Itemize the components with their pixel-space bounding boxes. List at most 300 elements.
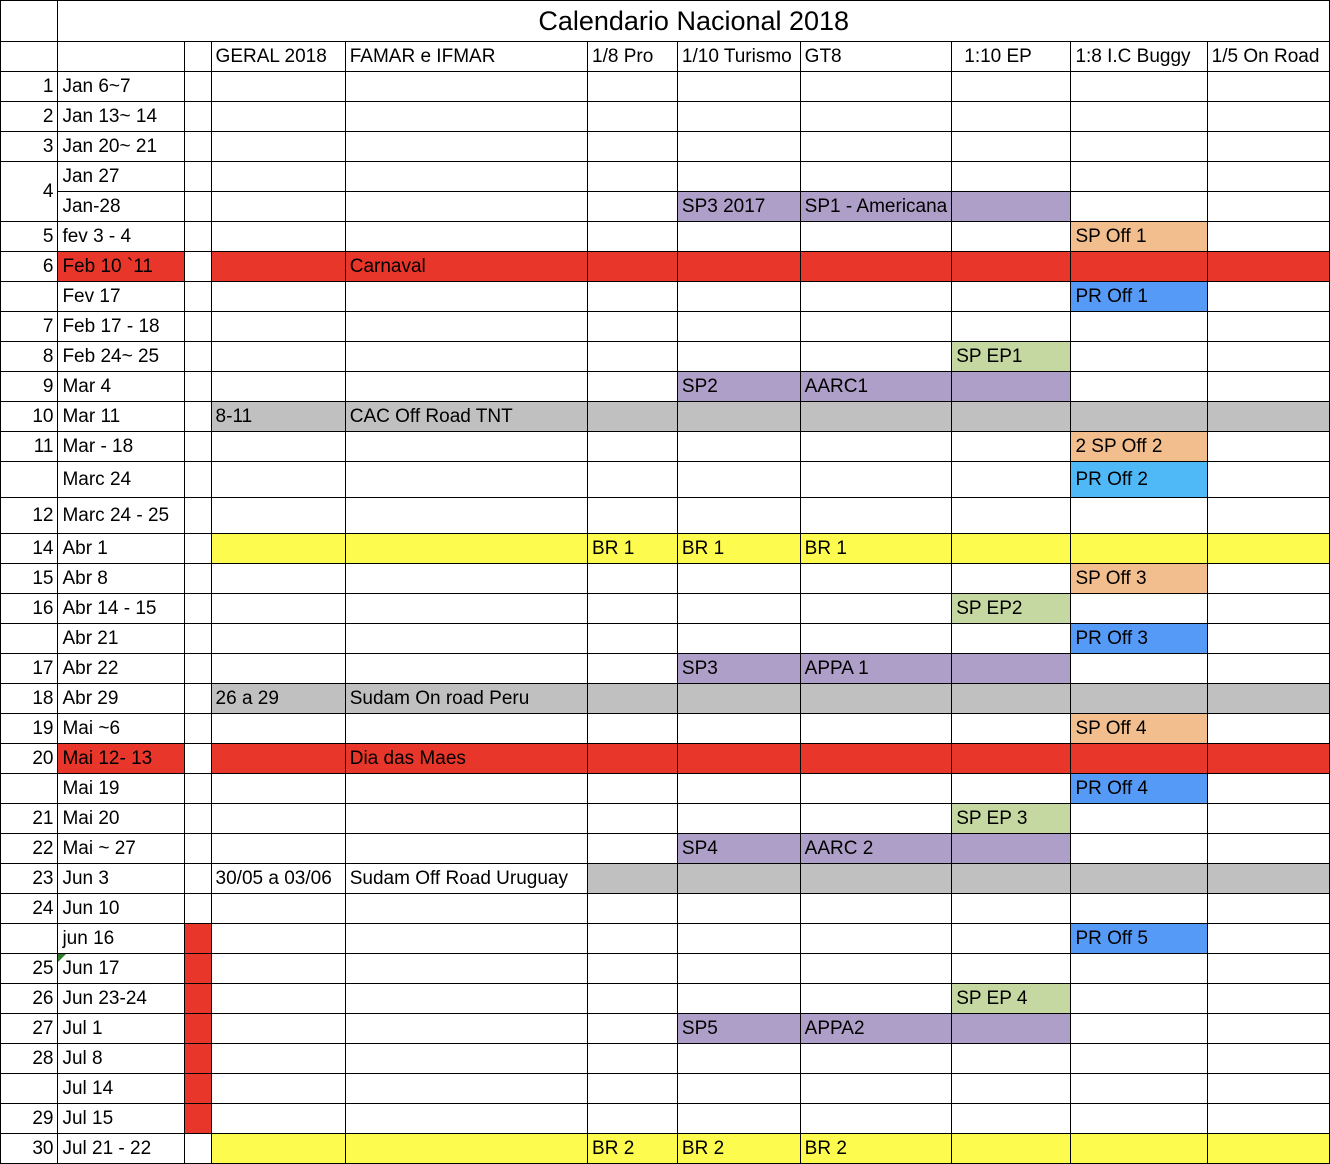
header-1-10-turismo[interactable]: 1/10 Turismo (677, 42, 800, 72)
date-cell[interactable]: Abr 14 - 15 (58, 594, 185, 624)
gt8-cell[interactable] (800, 498, 952, 534)
famar-cell[interactable]: Carnaval (345, 252, 587, 282)
ep-cell[interactable] (952, 744, 1071, 774)
pro-cell[interactable] (588, 714, 678, 744)
date-cell[interactable]: Mar 4 (58, 372, 185, 402)
geral-cell[interactable] (211, 954, 345, 984)
row-number[interactable]: 28 (1, 1044, 58, 1074)
date-cell[interactable]: Feb 17 - 18 (58, 312, 185, 342)
buggy-cell[interactable] (1071, 954, 1207, 984)
on-road-cell[interactable] (1207, 498, 1329, 534)
pro-cell[interactable] (588, 564, 678, 594)
row-number[interactable]: 3 (1, 132, 58, 162)
date-cell[interactable]: Mai ~6 (58, 714, 185, 744)
gt8-cell[interactable] (800, 132, 952, 162)
ep-cell[interactable] (952, 954, 1071, 984)
date-cell[interactable]: Jun 10 (58, 894, 185, 924)
famar-cell[interactable] (345, 534, 587, 564)
turismo-cell[interactable] (677, 1104, 800, 1134)
buggy-cell[interactable] (1071, 744, 1207, 774)
famar-cell[interactable] (345, 834, 587, 864)
on-road-cell[interactable] (1207, 72, 1329, 102)
gt8-cell[interactable] (800, 774, 952, 804)
turismo-cell[interactable] (677, 102, 800, 132)
buggy-cell[interactable] (1071, 1104, 1207, 1134)
turismo-cell[interactable]: SP3 (677, 654, 800, 684)
on-road-cell[interactable] (1207, 282, 1329, 312)
header-cell[interactable] (58, 42, 185, 72)
row-number[interactable]: 10 (1, 402, 58, 432)
turismo-cell[interactable] (677, 312, 800, 342)
pro-cell[interactable] (588, 252, 678, 282)
pro-cell[interactable] (588, 774, 678, 804)
geral-cell[interactable] (211, 312, 345, 342)
ep-cell[interactable] (952, 222, 1071, 252)
turismo-cell[interactable] (677, 1044, 800, 1074)
famar-cell[interactable] (345, 714, 587, 744)
row-number[interactable]: 5 (1, 222, 58, 252)
turismo-cell[interactable] (677, 162, 800, 192)
famar-cell[interactable] (345, 372, 587, 402)
buggy-cell[interactable] (1071, 684, 1207, 714)
on-road-cell[interactable] (1207, 372, 1329, 402)
row-number[interactable]: 2 (1, 102, 58, 132)
pro-cell[interactable] (588, 282, 678, 312)
turismo-cell[interactable]: SP3 2017 (677, 192, 800, 222)
buggy-cell[interactable] (1071, 1134, 1207, 1164)
buggy-cell[interactable] (1071, 252, 1207, 282)
turismo-cell[interactable] (677, 954, 800, 984)
famar-cell[interactable] (345, 222, 587, 252)
row-number[interactable]: 1 (1, 72, 58, 102)
geral-cell[interactable] (211, 534, 345, 564)
pro-cell[interactable] (588, 222, 678, 252)
pro-cell[interactable] (588, 462, 678, 498)
date-cell[interactable]: Feb 10 `11 (58, 252, 185, 282)
gt8-cell[interactable] (800, 564, 952, 594)
gt8-cell[interactable]: APPA2 (800, 1014, 952, 1044)
header-1-8-pro[interactable]: 1/8 Pro (588, 42, 678, 72)
buggy-cell[interactable]: PR Off 5 (1071, 924, 1207, 954)
date-cell[interactable]: Mai 12- 13 (58, 744, 185, 774)
geral-cell[interactable] (211, 1074, 345, 1104)
famar-cell[interactable] (345, 192, 587, 222)
marker-cell[interactable] (185, 252, 212, 282)
turismo-cell[interactable] (677, 564, 800, 594)
date-cell[interactable]: Mar 11 (58, 402, 185, 432)
turismo-cell[interactable] (677, 132, 800, 162)
marker-cell[interactable] (185, 744, 212, 774)
famar-cell[interactable] (345, 1134, 587, 1164)
gt8-cell[interactable] (800, 102, 952, 132)
gt8-cell[interactable] (800, 954, 952, 984)
buggy-cell[interactable] (1071, 834, 1207, 864)
ep-cell[interactable]: SP EP 3 (952, 804, 1071, 834)
on-road-cell[interactable] (1207, 924, 1329, 954)
marker-cell[interactable] (185, 954, 212, 984)
marker-cell[interactable] (185, 654, 212, 684)
date-cell[interactable]: Abr 8 (58, 564, 185, 594)
geral-cell[interactable] (211, 252, 345, 282)
gt8-cell[interactable] (800, 624, 952, 654)
date-cell[interactable]: Jul 15 (58, 1104, 185, 1134)
geral-cell[interactable] (211, 432, 345, 462)
pro-cell[interactable] (588, 684, 678, 714)
famar-cell[interactable] (345, 774, 587, 804)
marker-cell[interactable] (185, 594, 212, 624)
turismo-cell[interactable] (677, 594, 800, 624)
buggy-cell[interactable]: PR Off 2 (1071, 462, 1207, 498)
pro-cell[interactable] (588, 834, 678, 864)
famar-cell[interactable] (345, 432, 587, 462)
row-number[interactable]: 16 (1, 594, 58, 624)
on-road-cell[interactable] (1207, 192, 1329, 222)
ep-cell[interactable] (952, 282, 1071, 312)
marker-cell[interactable] (185, 924, 212, 954)
on-road-cell[interactable] (1207, 834, 1329, 864)
pro-cell[interactable] (588, 498, 678, 534)
turismo-cell[interactable] (677, 1074, 800, 1104)
turismo-cell[interactable] (677, 462, 800, 498)
buggy-cell[interactable] (1071, 1044, 1207, 1074)
turismo-cell[interactable] (677, 924, 800, 954)
turismo-cell[interactable] (677, 714, 800, 744)
date-cell[interactable]: Jan 6~7 (58, 72, 185, 102)
gt8-cell[interactable] (800, 252, 952, 282)
geral-cell[interactable] (211, 1014, 345, 1044)
ep-cell[interactable] (952, 1044, 1071, 1074)
marker-cell[interactable] (185, 282, 212, 312)
date-cell[interactable]: Marc 24 (58, 462, 185, 498)
header-1-10-ep[interactable]: 1:10 EP (952, 42, 1071, 72)
on-road-cell[interactable] (1207, 432, 1329, 462)
date-cell[interactable]: Mar - 18 (58, 432, 185, 462)
date-cell[interactable]: Jan 13~ 14 (58, 102, 185, 132)
header-geral[interactable]: GERAL 2018 (211, 42, 345, 72)
row-number[interactable]: 11 (1, 432, 58, 462)
geral-cell[interactable] (211, 894, 345, 924)
turismo-cell[interactable]: SP2 (677, 372, 800, 402)
buggy-cell[interactable] (1071, 132, 1207, 162)
buggy-cell[interactable] (1071, 594, 1207, 624)
geral-cell[interactable] (211, 102, 345, 132)
buggy-cell[interactable]: SP Off 3 (1071, 564, 1207, 594)
famar-cell[interactable] (345, 102, 587, 132)
buggy-cell[interactable] (1071, 534, 1207, 564)
buggy-cell[interactable] (1071, 192, 1207, 222)
buggy-cell[interactable] (1071, 498, 1207, 534)
row-number[interactable]: 9 (1, 372, 58, 402)
turismo-cell[interactable] (677, 432, 800, 462)
turismo-cell[interactable] (677, 774, 800, 804)
row-number[interactable]: 30 (1, 1134, 58, 1164)
geral-cell[interactable] (211, 744, 345, 774)
geral-cell[interactable] (211, 132, 345, 162)
buggy-cell[interactable] (1071, 654, 1207, 684)
marker-cell[interactable] (185, 312, 212, 342)
buggy-cell[interactable]: PR Off 1 (1071, 282, 1207, 312)
date-cell[interactable]: Jun 17 (58, 954, 185, 984)
turismo-cell[interactable]: BR 1 (677, 534, 800, 564)
turismo-cell[interactable] (677, 222, 800, 252)
geral-cell[interactable]: 8-11 (211, 402, 345, 432)
header-1-8-ic-buggy[interactable]: 1:8 I.C Buggy (1071, 42, 1207, 72)
pro-cell[interactable] (588, 1044, 678, 1074)
pro-cell[interactable] (588, 624, 678, 654)
date-cell[interactable]: Jul 1 (58, 1014, 185, 1044)
date-cell[interactable]: Jan 27 (58, 162, 185, 192)
on-road-cell[interactable] (1207, 1134, 1329, 1164)
famar-cell[interactable] (345, 984, 587, 1014)
pro-cell[interactable] (588, 72, 678, 102)
buggy-cell[interactable] (1071, 804, 1207, 834)
ep-cell[interactable] (952, 534, 1071, 564)
pro-cell[interactable] (588, 864, 678, 894)
geral-cell[interactable] (211, 774, 345, 804)
corner-cell[interactable] (1, 1, 58, 42)
famar-cell[interactable] (345, 894, 587, 924)
pro-cell[interactable] (588, 432, 678, 462)
buggy-cell[interactable] (1071, 894, 1207, 924)
gt8-cell[interactable] (800, 1104, 952, 1134)
on-road-cell[interactable] (1207, 462, 1329, 498)
turismo-cell[interactable] (677, 684, 800, 714)
date-cell[interactable]: Fev 17 (58, 282, 185, 312)
on-road-cell[interactable] (1207, 564, 1329, 594)
geral-cell[interactable] (211, 924, 345, 954)
buggy-cell[interactable]: PR Off 4 (1071, 774, 1207, 804)
gt8-cell[interactable] (800, 594, 952, 624)
date-cell[interactable]: Jul 8 (58, 1044, 185, 1074)
buggy-cell[interactable] (1071, 984, 1207, 1014)
gt8-cell[interactable]: SP1 - Americana (800, 192, 952, 222)
gt8-cell[interactable] (800, 402, 952, 432)
date-cell[interactable]: Mai 19 (58, 774, 185, 804)
ep-cell[interactable] (952, 624, 1071, 654)
pro-cell[interactable] (588, 1014, 678, 1044)
turismo-cell[interactable] (677, 894, 800, 924)
header-cell[interactable] (1, 42, 58, 72)
pro-cell[interactable] (588, 102, 678, 132)
ep-cell[interactable] (952, 1014, 1071, 1044)
famar-cell[interactable] (345, 312, 587, 342)
on-road-cell[interactable] (1207, 102, 1329, 132)
turismo-cell[interactable] (677, 252, 800, 282)
pro-cell[interactable] (588, 372, 678, 402)
date-cell[interactable]: Jun 3 (58, 864, 185, 894)
ep-cell[interactable] (952, 312, 1071, 342)
row-number[interactable]: 6 (1, 252, 58, 282)
ep-cell[interactable] (952, 252, 1071, 282)
on-road-cell[interactable] (1207, 744, 1329, 774)
gt8-cell[interactable] (800, 1044, 952, 1074)
marker-cell[interactable] (185, 132, 212, 162)
date-cell[interactable]: Abr 29 (58, 684, 185, 714)
marker-cell[interactable] (185, 684, 212, 714)
famar-cell[interactable] (345, 804, 587, 834)
gt8-cell[interactable] (800, 342, 952, 372)
marker-cell[interactable] (185, 1104, 212, 1134)
on-road-cell[interactable] (1207, 1014, 1329, 1044)
buggy-cell[interactable] (1071, 1074, 1207, 1104)
gt8-cell[interactable] (800, 432, 952, 462)
famar-cell[interactable] (345, 1044, 587, 1074)
gt8-cell[interactable] (800, 864, 952, 894)
ep-cell[interactable] (952, 864, 1071, 894)
marker-cell[interactable] (185, 564, 212, 594)
ep-cell[interactable] (952, 684, 1071, 714)
pro-cell[interactable] (588, 594, 678, 624)
on-road-cell[interactable] (1207, 684, 1329, 714)
marker-cell[interactable] (185, 834, 212, 864)
geral-cell[interactable]: 26 a 29 (211, 684, 345, 714)
pro-cell[interactable] (588, 984, 678, 1014)
ep-cell[interactable] (952, 402, 1071, 432)
row-number[interactable]: 26 (1, 984, 58, 1014)
turismo-cell[interactable] (677, 402, 800, 432)
on-road-cell[interactable] (1207, 894, 1329, 924)
marker-cell[interactable] (185, 624, 212, 654)
pro-cell[interactable] (588, 1074, 678, 1104)
geral-cell[interactable] (211, 342, 345, 372)
marker-cell[interactable] (185, 462, 212, 498)
geral-cell[interactable] (211, 804, 345, 834)
geral-cell[interactable] (211, 372, 345, 402)
turismo-cell[interactable] (677, 498, 800, 534)
row-number[interactable]: 14 (1, 534, 58, 564)
date-cell[interactable]: Jan-28 (58, 192, 185, 222)
famar-cell[interactable] (345, 594, 587, 624)
ep-cell[interactable] (952, 564, 1071, 594)
marker-cell[interactable] (185, 984, 212, 1014)
geral-cell[interactable] (211, 654, 345, 684)
on-road-cell[interactable] (1207, 954, 1329, 984)
famar-cell[interactable] (345, 132, 587, 162)
buggy-cell[interactable] (1071, 102, 1207, 132)
pro-cell[interactable] (588, 402, 678, 432)
geral-cell[interactable] (211, 72, 345, 102)
geral-cell[interactable] (211, 1104, 345, 1134)
pro-cell[interactable] (588, 924, 678, 954)
gt8-cell[interactable]: APPA 1 (800, 654, 952, 684)
famar-cell[interactable] (345, 342, 587, 372)
ep-cell[interactable] (952, 72, 1071, 102)
pro-cell[interactable] (588, 342, 678, 372)
turismo-cell[interactable] (677, 342, 800, 372)
on-road-cell[interactable] (1207, 162, 1329, 192)
marker-cell[interactable] (185, 102, 212, 132)
row-number[interactable]: 21 (1, 804, 58, 834)
pro-cell[interactable] (588, 132, 678, 162)
famar-cell[interactable] (345, 498, 587, 534)
on-road-cell[interactable] (1207, 774, 1329, 804)
turismo-cell[interactable] (677, 864, 800, 894)
marker-cell[interactable] (185, 72, 212, 102)
on-road-cell[interactable] (1207, 402, 1329, 432)
on-road-cell[interactable] (1207, 252, 1329, 282)
date-cell[interactable]: Abr 21 (58, 624, 185, 654)
gt8-cell[interactable] (800, 162, 952, 192)
date-cell[interactable]: Feb 24~ 25 (58, 342, 185, 372)
famar-cell[interactable] (345, 282, 587, 312)
row-number[interactable]: 27 (1, 1014, 58, 1044)
gt8-cell[interactable]: AARC 2 (800, 834, 952, 864)
gt8-cell[interactable] (800, 744, 952, 774)
marker-cell[interactable] (185, 222, 212, 252)
marker-cell[interactable] (185, 498, 212, 534)
gt8-cell[interactable] (800, 72, 952, 102)
gt8-cell[interactable] (800, 804, 952, 834)
famar-cell[interactable]: Sudam Off Road Uruguay (345, 864, 587, 894)
famar-cell[interactable]: CAC Off Road TNT (345, 402, 587, 432)
date-cell[interactable]: Mai 20 (58, 804, 185, 834)
row-number[interactable]: 29 (1, 1104, 58, 1134)
ep-cell[interactable] (952, 834, 1071, 864)
pro-cell[interactable] (588, 954, 678, 984)
row-number[interactable]: 20 (1, 744, 58, 774)
famar-cell[interactable] (345, 1104, 587, 1134)
row-number[interactable]: 18 (1, 684, 58, 714)
on-road-cell[interactable] (1207, 624, 1329, 654)
ep-cell[interactable] (952, 894, 1071, 924)
pro-cell[interactable] (588, 744, 678, 774)
pro-cell[interactable] (588, 312, 678, 342)
famar-cell[interactable] (345, 624, 587, 654)
marker-cell[interactable] (185, 1044, 212, 1074)
pro-cell[interactable]: BR 2 (588, 1134, 678, 1164)
sheet-title[interactable]: Calendario Nacional 2018 (58, 1, 1330, 42)
buggy-cell[interactable] (1071, 312, 1207, 342)
gt8-cell[interactable] (800, 894, 952, 924)
marker-cell[interactable] (185, 534, 212, 564)
date-cell[interactable]: Jan 20~ 21 (58, 132, 185, 162)
on-road-cell[interactable] (1207, 342, 1329, 372)
on-road-cell[interactable] (1207, 1044, 1329, 1074)
geral-cell[interactable] (211, 462, 345, 498)
row-number[interactable]: 7 (1, 312, 58, 342)
ep-cell[interactable] (952, 372, 1071, 402)
on-road-cell[interactable] (1207, 312, 1329, 342)
row-number[interactable]: 22 (1, 834, 58, 864)
date-cell[interactable]: Abr 22 (58, 654, 185, 684)
buggy-cell[interactable] (1071, 402, 1207, 432)
on-road-cell[interactable] (1207, 132, 1329, 162)
geral-cell[interactable] (211, 162, 345, 192)
geral-cell[interactable] (211, 282, 345, 312)
famar-cell[interactable] (345, 72, 587, 102)
geral-cell[interactable] (211, 192, 345, 222)
date-cell[interactable]: Jul 14 (58, 1074, 185, 1104)
row-number[interactable]: 15 (1, 564, 58, 594)
gt8-cell[interactable] (800, 984, 952, 1014)
ep-cell[interactable] (952, 432, 1071, 462)
row-number[interactable]: 8 (1, 342, 58, 372)
row-number[interactable]: 25 (1, 954, 58, 984)
date-cell[interactable]: Jun 23-24 (58, 984, 185, 1014)
famar-cell[interactable] (345, 462, 587, 498)
turismo-cell[interactable] (677, 744, 800, 774)
gt8-cell[interactable] (800, 282, 952, 312)
on-road-cell[interactable] (1207, 594, 1329, 624)
row-number[interactable]: 19 (1, 714, 58, 744)
buggy-cell[interactable]: SP Off 4 (1071, 714, 1207, 744)
gt8-cell[interactable] (800, 714, 952, 744)
gt8-cell[interactable] (800, 312, 952, 342)
header-1-5-on-road[interactable]: 1/5 On Road (1207, 42, 1329, 72)
ep-cell[interactable] (952, 654, 1071, 684)
pro-cell[interactable] (588, 1104, 678, 1134)
geral-cell[interactable] (211, 834, 345, 864)
